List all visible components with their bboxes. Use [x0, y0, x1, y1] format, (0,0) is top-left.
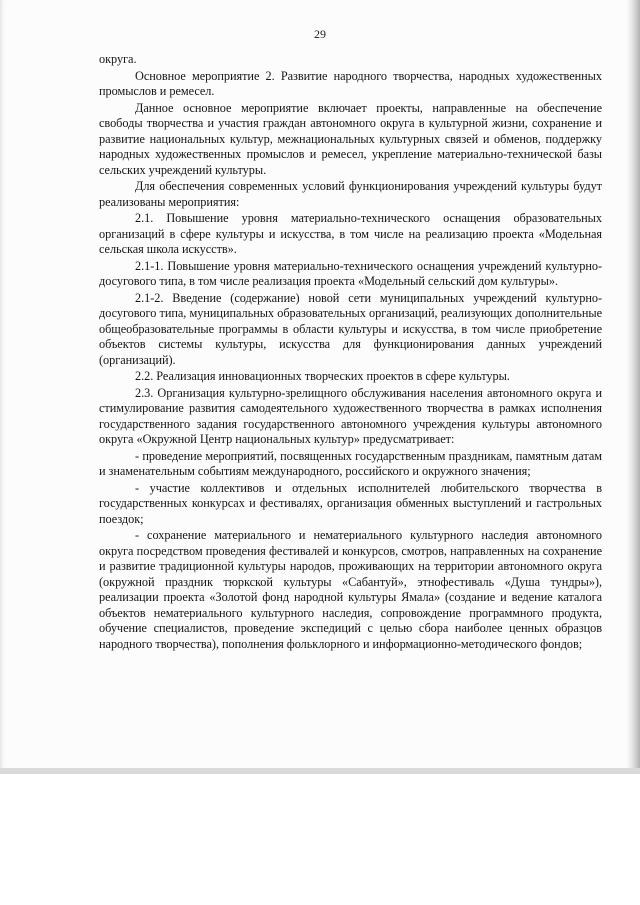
page-number: 29	[314, 27, 326, 41]
paragraph: округа.	[99, 52, 137, 66]
paragraph: - сохранение материального и нематериального культурного наследия автономного округа посредством проведения фестивалей и конкурсов, смотров, направленных на сохранение и развитие традиционной культуры народов, проживающих на территории автономного округа (окружной праздник тюркской культуры «Сабантуй», этнофестиваль «Душа тундры»), реализации проекта «Золотой фонд народной культуры Ямала» (создание и ведение каталога объектов нематериального культурного наследия, сопровождение программного продукта, обучение специалистов, проведение экспедиций с целью сбора наиболее ценных образцов народного творчества), пополнения фольклорного и информационно-методического фондов;	[99, 528, 602, 651]
scan-edge-shadow	[626, 0, 640, 768]
document-body	[99, 52, 602, 653]
paragraph: 2.3. Организация культурно-зрелищного обслуживания населения автономного округа и стимулирование развития самодеятельного художественного творчества в рамках исполнения государственного задания государственного автономного учреждения культуры автономного округа «Окружной Центр национальных культур» предусматривает:	[99, 385, 602, 446]
paragraph: Данное основное мероприятие включает проекты, направленные на обеспечение свободы творчества и участия граждан автономного округа в культурной жизни, сохранение и развитие национальных культур, межнациональных культурных связей и обменов, поддержку народных художественных промыслов и ремесел, укрепление материально-технической базы сельских учреждений культуры.	[99, 100, 602, 177]
paragraph: - участие коллективов и отдельных исполнителей любительского творчества в государственных конкурсах и фестивалях, организация обменных выступлений и гастрольных поездок;	[99, 480, 602, 526]
paragraph: Для обеспечения современных условий функционирования учреждений культуры будут реализованы мероприятия:	[99, 179, 602, 209]
paragraph: 2.2. Реализация инновационных творческих проектов в сфере культуры.	[135, 369, 510, 383]
paragraph: - проведение мероприятий, посвященных государственным праздникам, памятным датам и знаменательным событиям международного, российского и окружного значения;	[99, 448, 602, 478]
paragraph: 2.1-1. Повышение уровня материально-технического оснащения учреждений культурно-досугового типа, в том числе реализация проекта «Модельный сельский дом культуры».	[99, 258, 602, 288]
paragraph: 2.1. Повышение уровня материально-технического оснащения образовательных организаций в сфере культуры и искусства, в том числе на реализацию проекта «Модельная сельская школа искусств».	[99, 211, 602, 256]
paragraph: Основное мероприятие 2. Развитие народного творчества, народных художественных промыслов и ремесел.	[99, 68, 602, 98]
paragraph: 2.1-2. Введение (содержание) новой сети муниципальных учреждений культурно-досугового типа, муниципальных образовательных организаций, реализующих дополнительные общеобразовательные программы в области культуры и искусства, в том числе приобретение объектов системы культуры, искусства для функционирования данных учреждений (организаций).	[99, 290, 602, 367]
